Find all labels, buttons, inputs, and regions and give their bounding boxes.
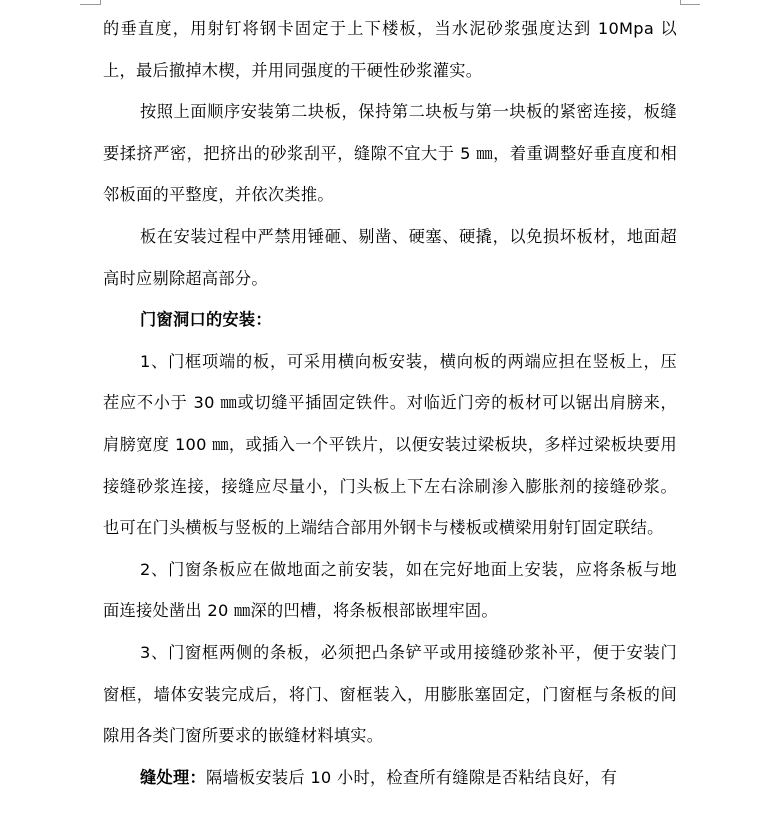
crop-mark-top-right-vertical — [680, 0, 681, 5]
section-heading-door-window: 门窗洞口的安装： — [140, 310, 272, 330]
crop-mark-top-left — [80, 4, 100, 5]
crop-mark-top-right — [680, 4, 700, 5]
paragraph-joint-treatment — [103, 757, 677, 799]
paragraph-second-panel: 按照上面顺序安装第二块板，保持第二块板与第一块板的紧密连接，板缝要揉挤严密，把挤出的砂浆刮平，缝隙不宜大于 5 ㎜，着重调整好垂直度和相邻板面的平整度，并依次类推。 — [103, 102, 677, 205]
document-body — [103, 8, 677, 798]
paragraph-item-2: 2、门窗条板应在做地面之前安装，如在完好地面上安装，应将条板与地面连接处凿出 20 ㎜深的凹槽，将条板根部嵌埋牢固。 — [103, 559, 677, 621]
crop-mark-top-left-vertical — [100, 0, 101, 5]
paragraph-installation-caution: 板在安装过程中严禁用锤砸、剔凿、硬塞、硬撬，以免损坏板材，地面超高时应剔除超高部分。 — [103, 226, 677, 288]
joint-treatment-text: 隔墙板安装后 10 小时，检查所有缝隙是否粘结良好，有 — [205, 767, 618, 787]
paragraph-continuation: 的垂直度，用射钉将钢卡固定于上下楼板，当水泥砂浆强度达到 10Mpa 以上，最后撤掉木楔，并用同强度的干硬性砂浆灌实。 — [103, 19, 677, 80]
paragraph-item-1: 1、门框项端的板，可采用横向板安装，横向板的两端应担在竖板上，压茬应不小于 30 ㎜或切缝平插固定铁件。对临近门旁的板材可以锯出肩膀来，肩膀宽度 100 ㎜，或插入一个平铁片，以便安装过梁板块，多样过梁板块要用接缝砂浆连接，接缝应尽量小，门头板上下左右涂刷渗入膨胀剂的接缝砂浆。也可在门头横板与竖板的上端结合部用外钢卡与楼板或横梁用射钉固定联结。 — [103, 351, 677, 538]
paragraph-item-3: 3、门窗框两侧的条板，必须把凸条铲平或用接缝砂浆补平，便于安装门窗框，墙体安装完成后，将门、窗框装入，用膨胀塞固定，门窗框与条板的间隙用各类门窗所要求的嵌缝材料填实。 — [103, 642, 677, 746]
joint-treatment-label: 缝处理： — [140, 767, 206, 787]
